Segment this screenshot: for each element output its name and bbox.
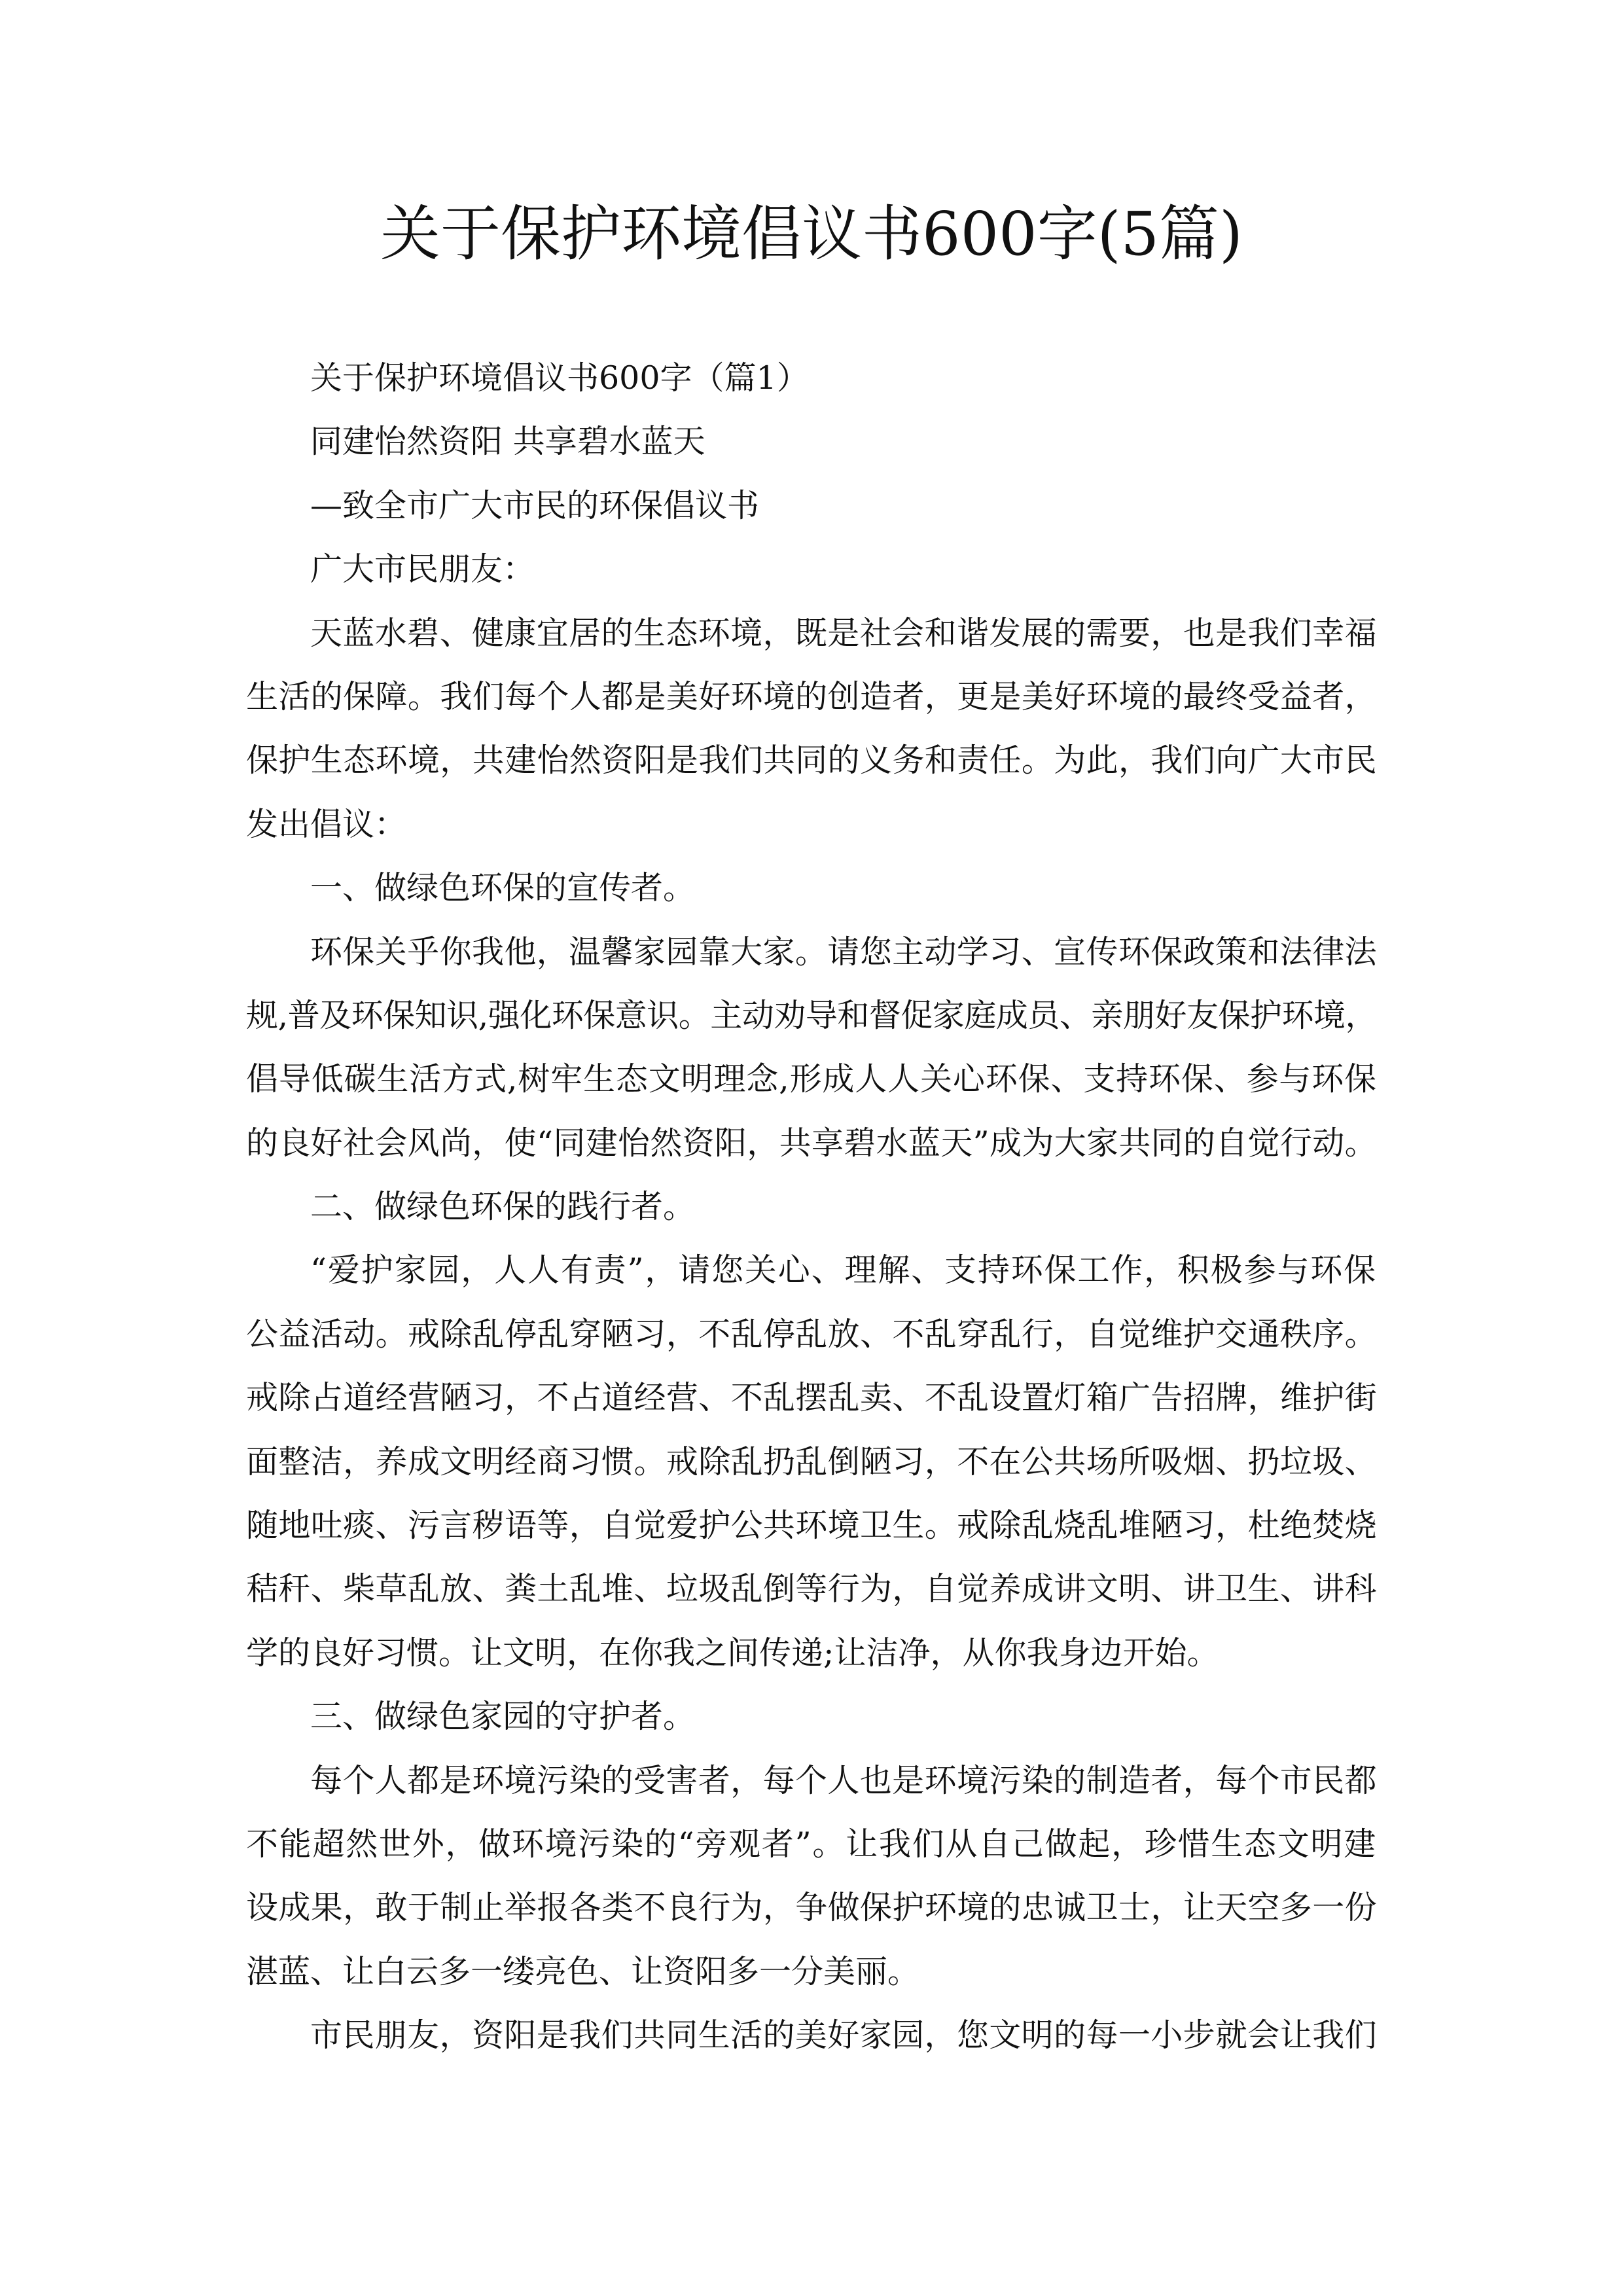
text-line-content: 二、做绿色环保的践行者。: [310, 1188, 696, 1226]
text-line-content: 天蓝水碧、健康宜居的生态环境，既是社会和谐发展的需要，也是我们幸福: [310, 614, 1377, 652]
text-line-content: 市民朋友，资阳是我们共同生活的美好家园，您文明的每一小步就会让我们: [310, 2017, 1377, 2054]
text-line: [246, 537, 1377, 601]
text-line-content: 一、做绿色环保的宣传者。: [310, 869, 696, 907]
text-line: [246, 474, 1377, 537]
text-line: [246, 601, 1377, 665]
text-line-content: 倡导低碳生活方式,树牢生态文明理念,形成人人关心环保、支持环保、参与环保: [246, 1060, 1377, 1098]
text-line: [246, 1876, 1377, 1939]
text-line: [246, 665, 1377, 728]
text-line-content: 环保关乎你我他，温馨家园靠大家。请您主动学习、宣传环保政策和法律法: [310, 933, 1377, 971]
document-title: 关于保护环境倡议书600字(5篇): [380, 199, 1243, 269]
text-line: [246, 1238, 1377, 1302]
text-line-content: 广大市民朋友：: [310, 550, 535, 588]
text-line-content: 秸秆、柴草乱放、粪土乱堆、垃圾乱倒等行为，自觉养成讲文明、讲卫生、讲科: [246, 1570, 1377, 1608]
text-line-content: 公益活动。戒除乱停乱穿陋习，不乱停乱放、不乱穿乱行，自觉维护交通秩序。: [246, 1315, 1377, 1353]
text-line: [246, 346, 1377, 410]
text-line: [246, 1812, 1377, 1876]
text-line: [246, 1940, 1377, 2003]
text-line-content: 关于保护环境倡议书600字（篇1）: [310, 359, 809, 397]
text-line: [246, 1047, 1377, 1111]
text-line-content: 三、做绿色家园的守护者。: [310, 1698, 696, 1736]
text-line: [246, 856, 1377, 920]
text-line: [246, 1621, 1377, 1685]
text-line-content: 湛蓝、让白云多一缕亮色、让资阳多一分美丽。: [246, 1952, 920, 1990]
text-line-content: 同建怡然资阳 共享碧水蓝天: [310, 423, 705, 461]
text-line-content: 戒除占道经营陋习，不占道经营、不乱摆乱卖、不乱设置灯箱广告招牌，维护街: [246, 1379, 1377, 1417]
text-line-content: 设成果，敢于制止举报各类不良行为，争做保护环境的忠诚卫士，让天空多一份: [246, 1889, 1377, 1927]
text-line: [246, 1175, 1377, 1238]
text-line: [246, 920, 1377, 984]
text-line: [246, 1557, 1377, 1621]
text-line: [246, 1685, 1377, 1748]
text-line: [246, 728, 1377, 792]
text-line-content: 学的良好习惯。让文明，在你我之间传递;让洁净，从你我身边开始。: [246, 1634, 1219, 1672]
text-line: [246, 793, 1377, 856]
text-line: [246, 1302, 1377, 1366]
text-line: [246, 1430, 1377, 1494]
text-line-content: 面整洁，养成文明经商习惯。戒除乱扔乱倒陋习，不在公共场所吸烟、扔垃圾、: [246, 1443, 1377, 1480]
text-line-content: —致全市广大市民的环保倡议书: [310, 486, 760, 524]
text-line-content: “爱护家园，人人有责”，请您关心、理解、支持环保工作，积极参与环保: [310, 1251, 1377, 1289]
text-line-content: 发出倡议：: [246, 805, 407, 843]
text-line-content: 每个人都是环境污染的受害者，每个人也是环境污染的制造者，每个市民都: [310, 1761, 1377, 1799]
text-line: [246, 410, 1377, 473]
text-line-content: 生活的保障。我们每个人都是美好环境的创造者，更是美好环境的最终受益者，: [246, 677, 1377, 715]
document-body: [246, 346, 1377, 2068]
text-line-content: 不能超然世外，做环境污染的“旁观者”。让我们从自己做起，珍惜生态文明建: [246, 1825, 1377, 1863]
text-line-content: 随地吐痰、污言秽语等，自觉爱护公共环境卫生。戒除乱烧乱堆陋习，杜绝焚烧: [246, 1507, 1377, 1545]
text-line-content: 的良好社会风尚，使“同建怡然资阳，共享碧水蓝天”成为大家共同的自觉行动。: [246, 1124, 1377, 1162]
text-line: [246, 1111, 1377, 1175]
text-line: [246, 984, 1377, 1047]
text-line: [246, 1494, 1377, 1557]
text-line: [246, 2003, 1377, 2067]
text-line: [246, 1749, 1377, 1812]
text-line: [246, 1366, 1377, 1429]
text-line-content: 规,普及环保知识,强化环保意识。主动劝导和督促家庭成员、亲朋好友保护环境，: [246, 996, 1377, 1034]
text-line-content: 保护生态环境，共建怡然资阳是我们共同的义务和责任。为此，我们向广大市民: [246, 742, 1377, 780]
